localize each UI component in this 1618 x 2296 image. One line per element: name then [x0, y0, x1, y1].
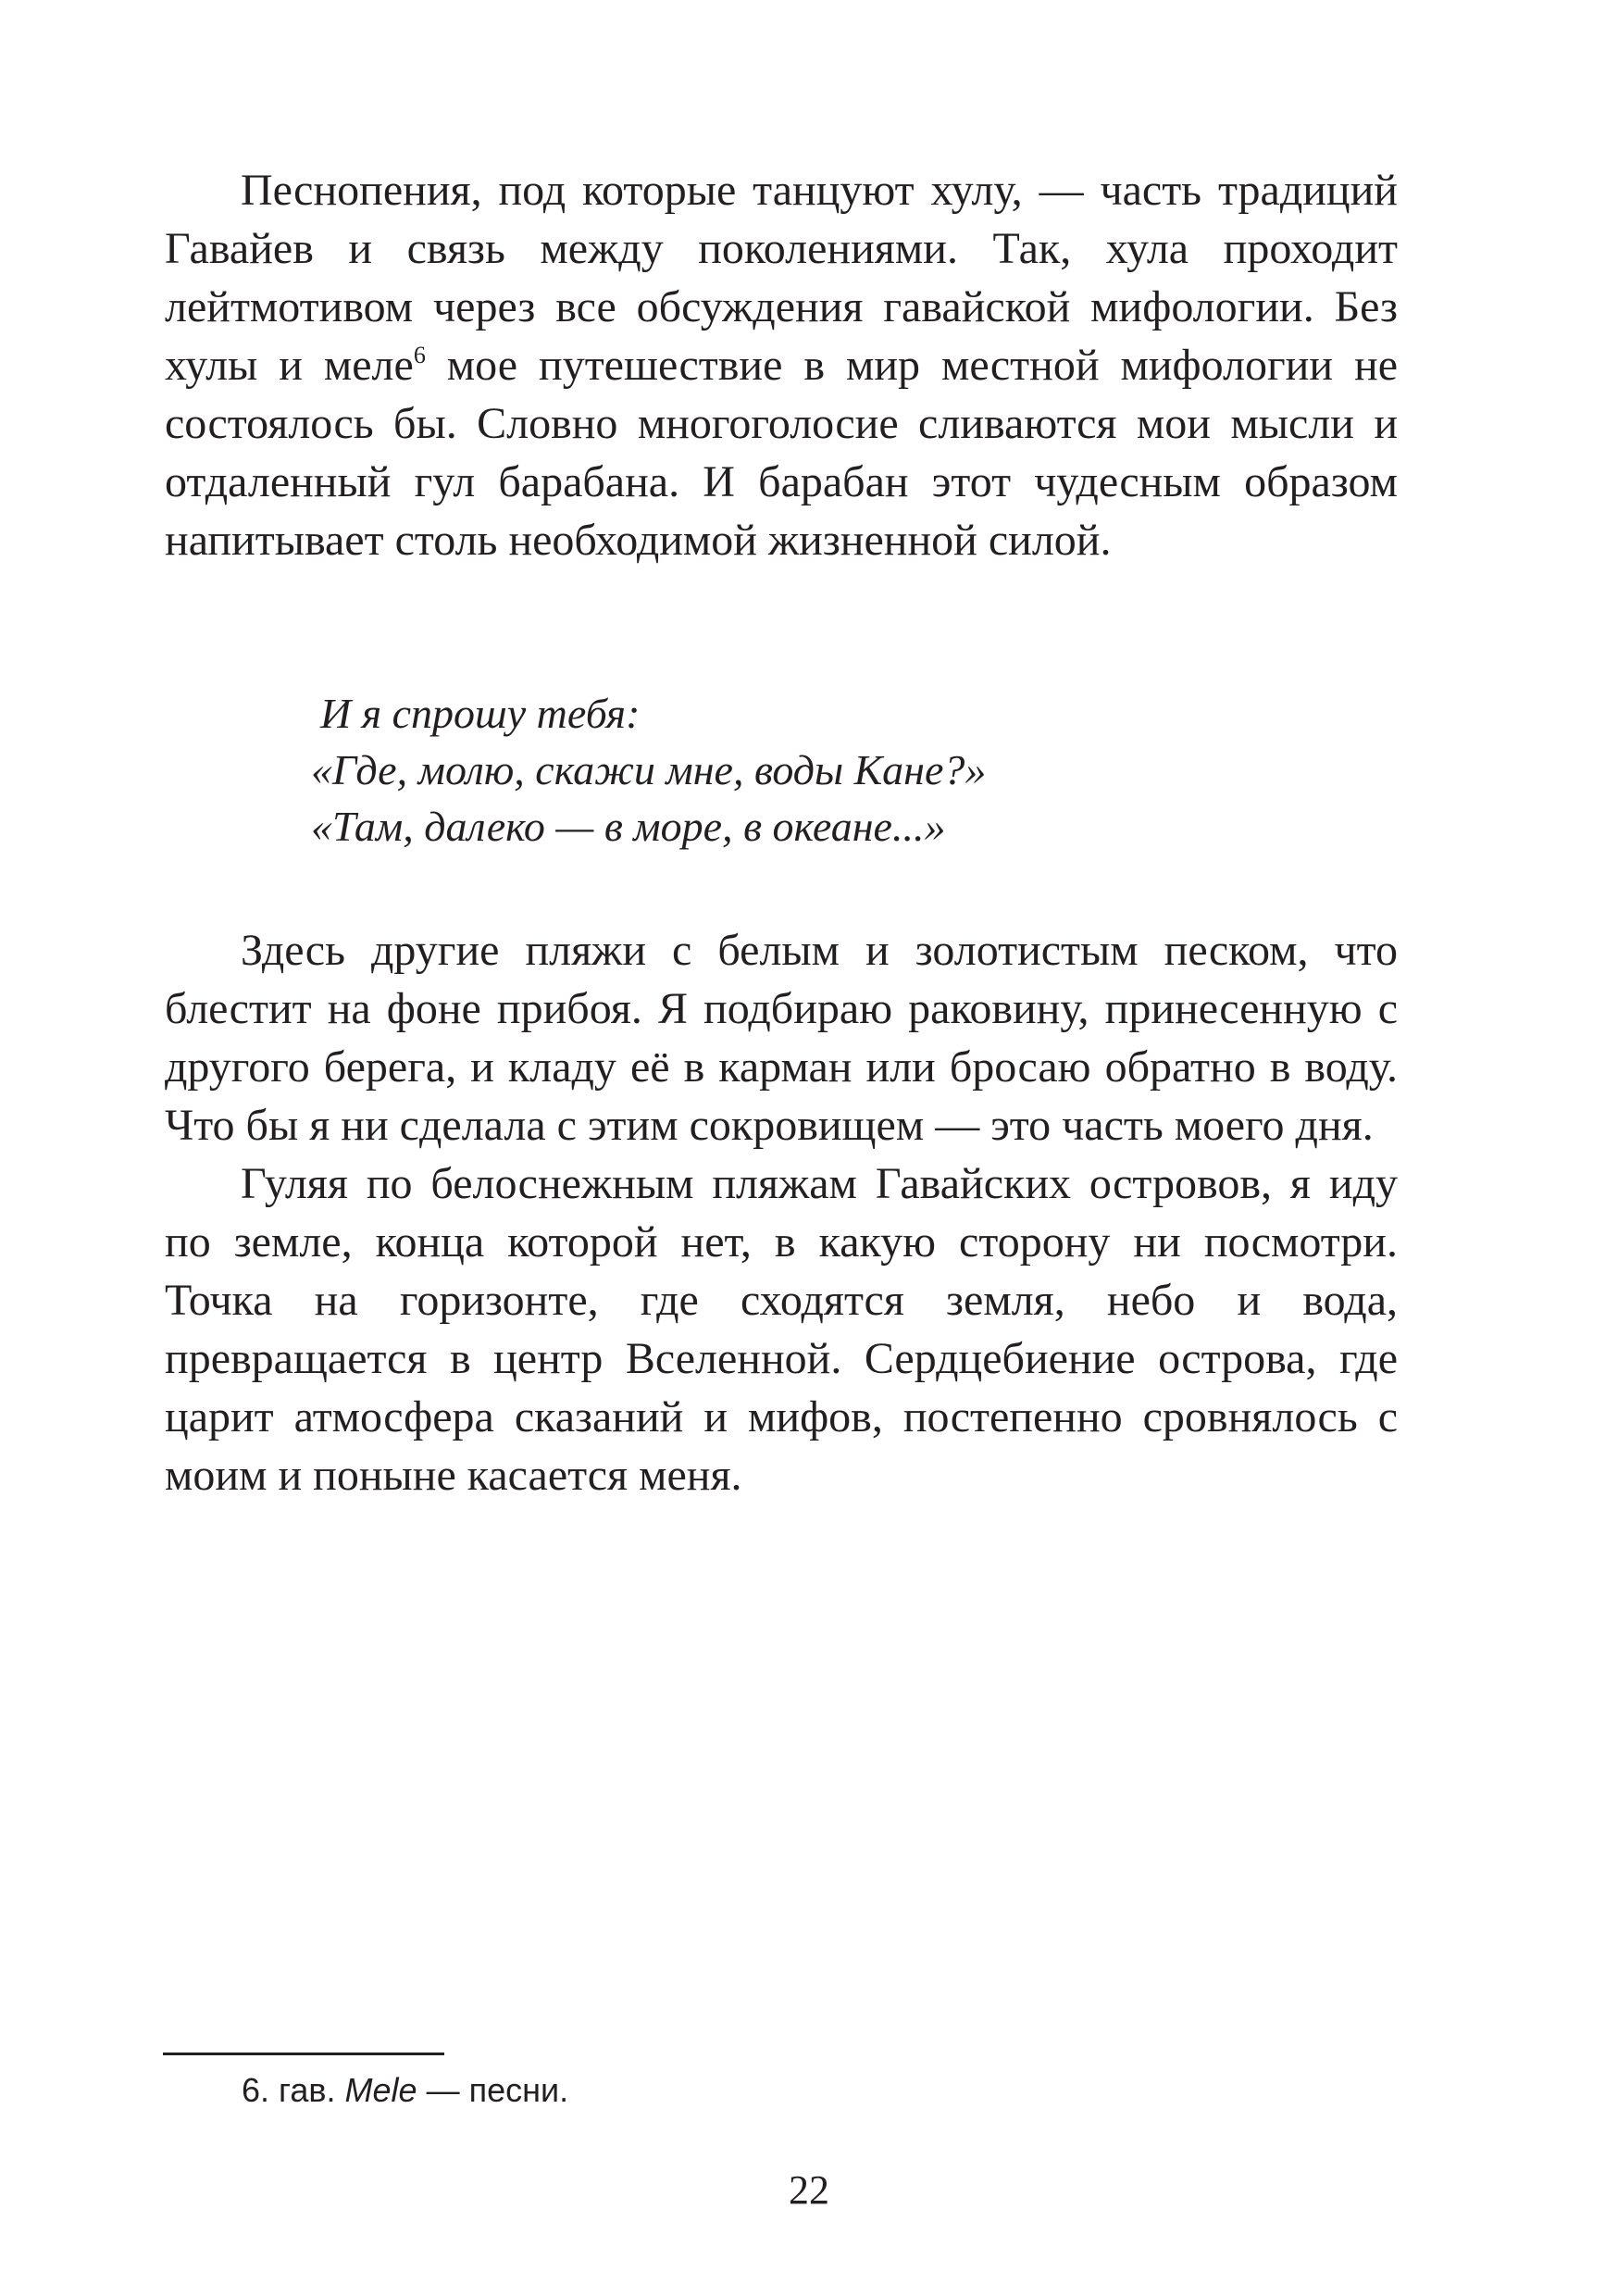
footnote-definition: — песни. [426, 2071, 569, 2109]
poem-quote [311, 685, 1237, 855]
footnote-reference[interactable]: 6 [413, 342, 426, 368]
footnote-divider [163, 2053, 444, 2055]
opening-paragraph [165, 161, 1398, 569]
closing-paragraphs [165, 921, 1398, 1504]
poem-line: «Там, далеко — в море, в океане...» [311, 803, 946, 850]
paragraph-beaches: Здесь другие пляжи с белым и золотистым песком, что блестит на фоне прибоя. Я подбираю раковину, принесенную с другого берега, и кладу её в карман или бросаю обратно в воду. Что бы я ни сделала с этим сокровищем — это часть моего дня. [165, 926, 1398, 1150]
paragraph-hula-chants [165, 161, 1398, 569]
paragraph-text: Песнопения, под которые танцуют хулу, — часть традиций Гавайев и связь между поколениями. Так, хула проходит лейтмотивом через все обсуждения гавайской мифологии. Без хулы и меле [165, 166, 1398, 390]
poem-line: И я спрошу тебя: [320, 690, 641, 737]
paragraph-horizon: Гуляя по белоснежным пляжам Гавайских островов, я иду по земле, конца которой нет, в какую сторону ни посмотри. Точка на горизонте, где сходятся земля, небо и вода, превращается в центр Вселенной. Сердцебиение острова, где царит атмосфера сказаний и мифов, постепенно сровнялось с моим и поныне касается меня. [165, 1159, 1398, 1500]
footnote-number: 6. гав. [242, 2071, 336, 2109]
poem-line: «Где, молю, скажи мне, воды Кане?» [311, 746, 987, 793]
paragraph-text: мое путешествие в мир местной мифологии не состоялось бы. Словно многоголосие сливаются мои мысли и отдаленный гул барабана. И барабан этот чудесным образом напитывает столь необходимой жизненной силой. [165, 341, 1399, 565]
page-number: 22 [789, 2167, 829, 2213]
footnote [242, 2070, 568, 2111]
footnote-term: Mele [344, 2071, 417, 2109]
